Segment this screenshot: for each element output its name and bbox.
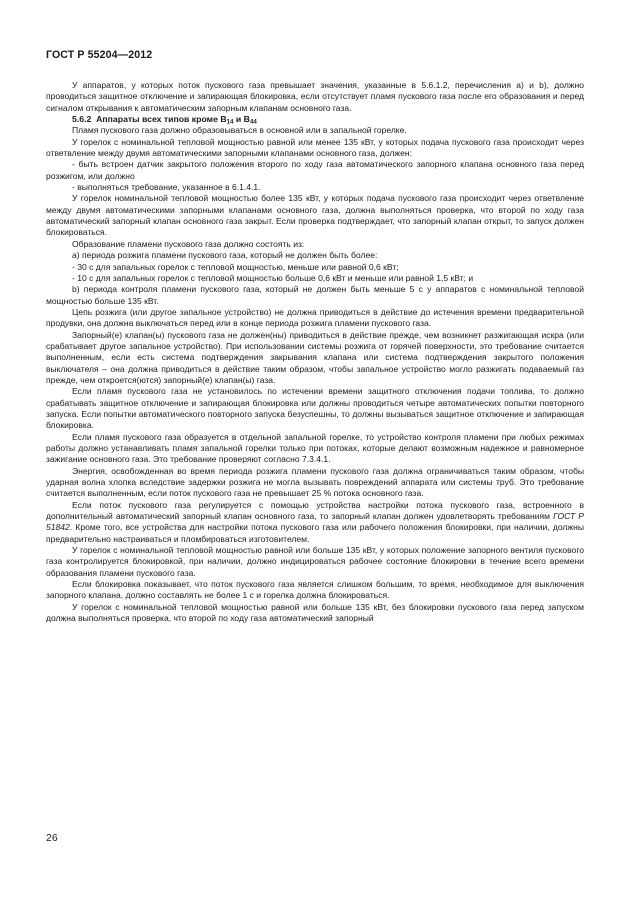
section-subscript-2: 44 xyxy=(249,118,257,126)
paragraph: Цепь розжига (или другое запальное устройство) не должна приводиться в действие до истечения времени предварительной продувки, она должна выключаться перед или в конце периода розжига пламени пускового газа. xyxy=(46,306,584,329)
paragraph: Пламя пускового газа должно образовываться в основной или в запальной горелке. xyxy=(72,125,407,136)
paragraph: У горелок с номинальной тепловой мощностью равной или менее 135 кВт, у которых подача пускового газа происходит через ответвление между двумя автоматическими запорными клапанами основного газа, должен: xyxy=(46,136,584,159)
list-item: b) периода контроля пламени пускового газа, который не должен быть меньше 5 с у аппаратов с номинальной тепловой мощностью больше 135 кВт. xyxy=(46,284,584,306)
paragraph: Если пламя пускового газа образуется в отдельной запальной горелке, то устройство контроля пламени при любых режимах работы должно устанавливать пламя запальной горелки только при потоках, которые делают возможным надежное и равномерное зажигание основного газа. Это требование проверяют согласно 7.3.4.1. xyxy=(46,431,584,465)
paragraph: У аппаратов, у которых поток пускового газа превышает значения, указанные в 5.6.1.2, перечисления а) и b), должно проводиться защитное отключение и запирающая блокировка, если отсутствует пламя пускового газа после его образования и перед сигналом открывания к автоматическим запорным клапанам основного газа. xyxy=(46,80,584,113)
paragraph: Запорный(е) клапан(ы) пускового газа не должен(ны) приводиться в действие прежде, чем возникнет разжигающая искра (или срабатывает другое запальное устройство). При использовании системы розжига от горячей поверхности, это требование считается выполненным, если есть система подтверждения закрывания клапана или система подтверждения закрытого положения выключателя – она должна приводиться в действие таким образом, чтобы запальное устройство могло разжигать подаваемый газ прежде, чем откроется(ются) запорный(е) клапан(ы) газа. xyxy=(46,329,584,385)
standard-header: ГОСТ Р 55204—2012 xyxy=(46,49,153,61)
standard-reference: ГОСТ Р 51842 xyxy=(46,511,584,533)
paragraph: У горелок с номинальной тепловой мощностью равной или больше 135 кВт, без блокировки пускового газа перед запуском должна выполняться проверка, что второй по ходу газа автоматический запорный xyxy=(46,601,584,624)
paragraph: Если пламя пускового газа не установилось по истечении времени защитного отключения подачи топлива, то должно срабатывать защитное отключение и запирающая блокировка или должны проводиться четыре автоматических попытки повторного запуска. Если попытки автоматического повторного запуска безуспешны, то должны вызываться защитное отключение и запирающая блокировка. xyxy=(46,386,584,431)
section-title-mid: и B xyxy=(233,114,250,125)
paragraph: Образование пламени пускового газа должно состоять из: xyxy=(72,238,305,249)
section-title xyxy=(96,114,257,124)
paragraph: - выполняться требование, указанное в 6.1.4.1. xyxy=(72,182,261,193)
paragraph-text: Если поток пускового газа регулируется с помощью устройства настройки потока пускового газа, встроенного в дополнительный автоматический запорный клапан основного газа, то запорный клапан должен удовлетворять требованиям xyxy=(46,499,584,522)
paragraph xyxy=(46,500,584,545)
paragraph-text: . Кроме того, все устройства для настройки потока пускового газа или рабочего положения блокировки, при наличии, должны предварительно настраиваться и пломбироваться изготовителем. xyxy=(46,522,584,544)
list-item: а) периода розжига пламени пускового газа, который не должен быть более: xyxy=(72,250,378,261)
page-number: 26 xyxy=(46,832,58,844)
section-subscript-1: 14 xyxy=(226,118,234,126)
section-title-text: Аппараты всех типов кроме B xyxy=(96,114,227,125)
paragraph: У горелок номинальной тепловой мощностью более 135 кВт, у которых подача пускового газа происходит через ответвление между двумя автоматическими запорными клапанами основного газа, должна выполняться проверка, что второй по ходу газа автоматический запорный клапан основного газа закрыт. Если проверка подтверждает, что запорный клапан открыт, то запуск должен блокироваться. xyxy=(46,193,584,238)
list-item: - 10 с для запальных горелок с тепловой мощностью больше 0,6 кВт и меньше или равной 1,5 кВт; и xyxy=(72,272,474,283)
section-number: 5.6.2 xyxy=(72,114,92,125)
paragraph: У горелок с номинальной тепловой мощностью равной или больше 135 кВт, у которых положение запорного вентиля пускового газа контролируется блокировкой, при наличии, должно индицироваться рабочее состояние блокировки в течение всего времени образования пламени пускового газа. xyxy=(46,545,584,578)
paragraph: - быть встроен датчик закрытого положения второго по ходу газа автоматического запорного клапана основного газа перед розжигом, или должно xyxy=(46,159,584,181)
document-body xyxy=(46,80,584,625)
list-item: - 30 с для запальных горелок с тепловой мощностью, меньше или равной 0,6 кВт; xyxy=(72,261,399,272)
paragraph: Энергия, освобожденная во время периода розжига пламени пускового газа должна ограничиваться таким образом, чтобы ударная волна хлопка вследствие задержки розжига не могла вызывать повреждений аппарата или системы труб. Это требование считается выполненным, если поток пускового газа не превышает 25 % потока основного газа. xyxy=(46,465,584,499)
section-heading xyxy=(46,114,584,125)
paragraph: Если блокировка показывает, что поток пускового газа является слишком большим, то время, необходимое для выключения запорного клапана, должно составлять не более 1 с и горелка должна блокироваться. xyxy=(46,579,584,601)
